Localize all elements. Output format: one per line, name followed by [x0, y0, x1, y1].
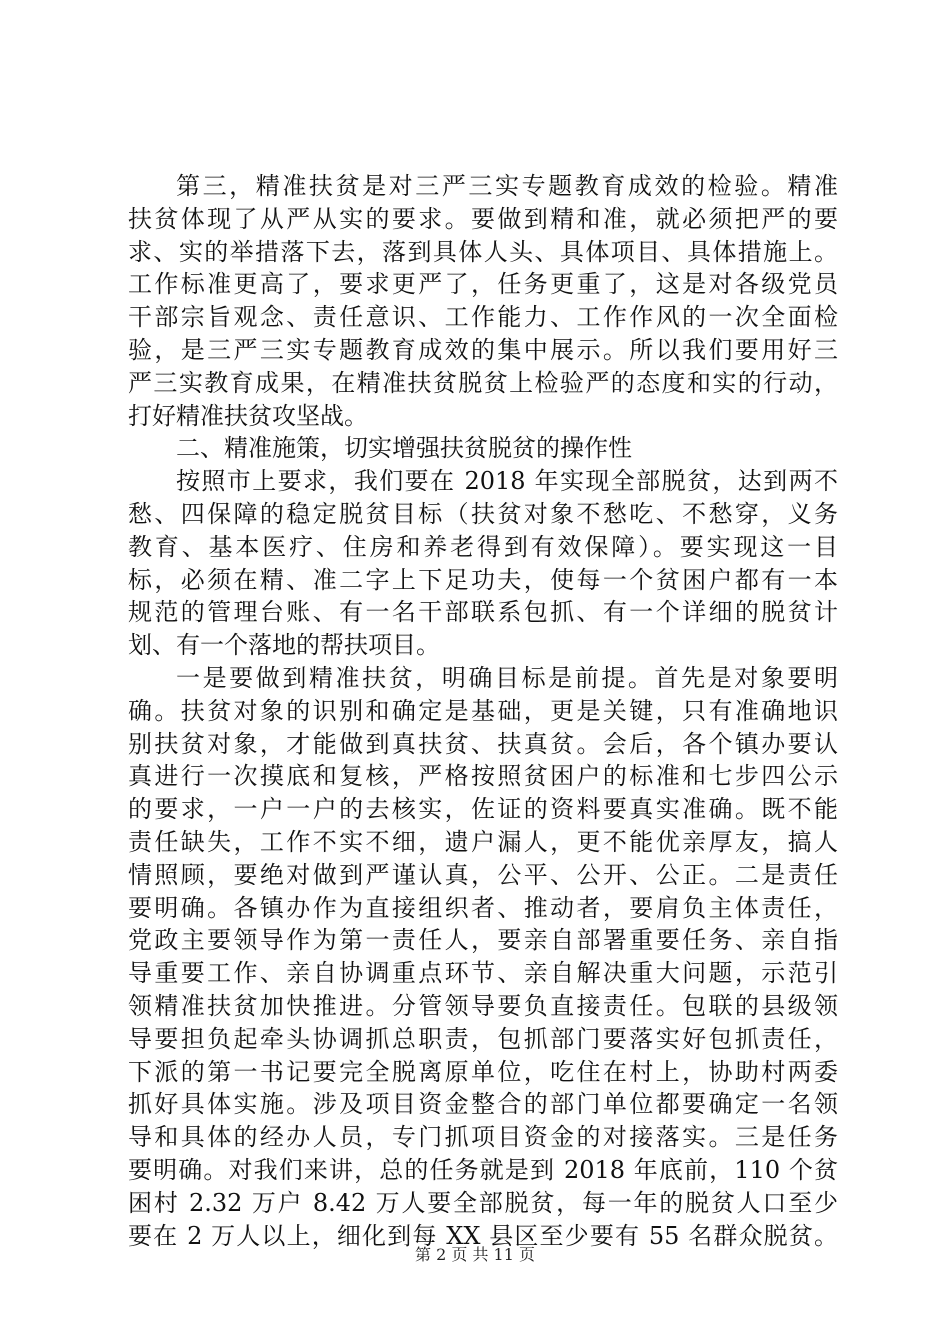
text-line: 要明确。对我们来讲，总的任务就是到 2018 年底前，110 个贫 — [128, 1155, 838, 1184]
text-line: 抓好具体实施。涉及项目资金整合的部门单位都要确定一名领 — [128, 1090, 838, 1119]
text-line: 求、实的举措落下去，落到具体人头、具体项目、具体措施上。 — [128, 237, 838, 266]
text-line: 按照市上要求，我们要在 2018 年实现全部脱贫，达到两不 — [176, 467, 838, 496]
text-line: 别扶贫对象，才能做到真扶贫、扶真贫。会后，各个镇办要认 — [128, 729, 838, 758]
text-line: 干部宗旨观念、责任意识、工作能力、工作作风的一次全面检 — [128, 303, 838, 332]
text-line: 困村 2.32 万户 8.42 万人要全部脱贫，每一年的脱贫人口至少 — [128, 1188, 838, 1217]
page-number-footer: 第 2 页 共 11 页 — [415, 1245, 535, 1264]
text-line: 验，是三严三实专题教育成效的集中展示。所以我们要用好三 — [128, 335, 838, 364]
text-line: 情照顾，要绝对做到严谨认真，公平、公开、公正。二是责任 — [128, 860, 838, 889]
text-line: 扶贫体现了从严从实的要求。要做到精和准，就必须把严的要 — [128, 204, 838, 233]
text-line: 标，必须在精、准二字上下足功夫，使每一个贫困户都有一本 — [128, 565, 838, 594]
text-line: 下派的第一书记要完全脱离原单位，吃住在村上，协助村两委 — [128, 1057, 838, 1086]
text-line: 愁、四保障的稳定脱贫目标（扶贫对象不愁吃、不愁穿，义务 — [128, 499, 838, 528]
text-line: 要明确。各镇办作为直接组织者、推动者，要肩负主体责任， — [128, 893, 838, 922]
text-line: 真进行一次摸底和复核，严格按照贫困户的标准和七步四公示 — [128, 762, 838, 791]
text-line: 责任缺失，工作不实不细，遗户漏人，更不能优亲厚友，搞人 — [128, 827, 838, 856]
text-line: 打好精准扶贫攻坚战。 — [128, 401, 368, 430]
text-line: 第三，精准扶贫是对三严三实专题教育成效的检验。精准 — [176, 172, 838, 200]
text-line: 领精准扶贫加快推进。分管领导要负直接责任。包联的县级领 — [128, 991, 838, 1020]
text-line: 导要担负起牵头协调抓总职责，包抓部门要落实好包抓责任， — [128, 1024, 838, 1053]
text-line: 确。扶贫对象的识别和确定是基础，更是关键，只有准确地识 — [128, 696, 838, 725]
text-line: 要在 2 万人以上，细化到每 XX 县区至少要有 55 名群众脱贫。 — [128, 1221, 838, 1250]
text-line: 规范的管理台账、有一名干部联系包抓、有一个详细的脱贫计 — [128, 598, 838, 627]
text-line: 划、有一个落地的帮扶项目。 — [128, 631, 440, 660]
text-line: 二、精准施策，切实增强扶贫脱贫的操作性 — [176, 434, 632, 463]
text-line: 导和具体的经办人员，专门抓项目资金的对接落实。三是任务 — [128, 1123, 838, 1152]
text-line: 的要求，一户一户的去核实，佐证的资料要真实准确。既不能 — [128, 795, 838, 824]
text-line: 教育、基本医疗、住房和养老得到有效保障）。要实现这一目 — [128, 532, 838, 561]
document-body — [128, 170, 838, 1252]
text-line: 工作标准更高了，要求更严了，任务更重了，这是对各级党员 — [128, 270, 838, 299]
text-line: 党政主要领导作为第一责任人，要亲自部署重要任务、亲自指 — [128, 926, 838, 955]
text-line: 导重要工作、亲自协调重点环节、亲自解决重大问题，示范引 — [128, 959, 838, 988]
text-line: 严三实教育成果，在精准扶贫脱贫上检验严的态度和实的行动， — [128, 368, 838, 397]
text-line: 一是要做到精准扶贫，明确目标是前提。首先是对象要明 — [176, 663, 838, 692]
